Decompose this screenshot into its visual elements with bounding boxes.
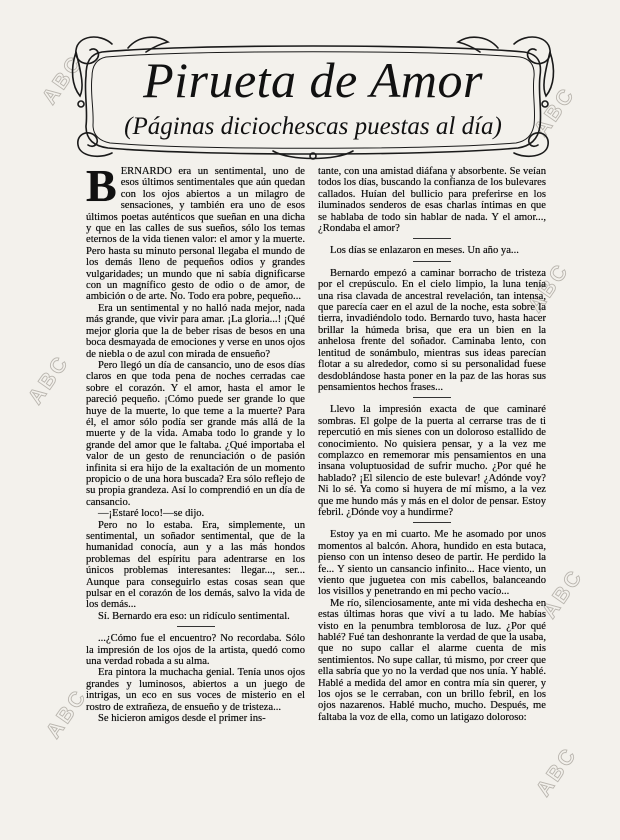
paragraph: ...¿Cómo fue el encuentro? No recordaba. Sólo la impresión de los ojos de la artista, quedó como una verdad robada a su alma. [86,633,305,668]
paragraph: Bernardo empezó a caminar borracho de tristeza por el crepúsculo. En el cielo limpio, la luna tenía una risa clavada de ancestral revelación, tan intensa, que parecía caer en el azul de la noche, esta sobre la tierra, invadiéndolo todo. Bernardo tuvo, hasta hacer brillar la húmeda brisa, que era un bien en la anhelosa frente del soñador. Caminaba lento, con lentitud de sonámbulo, mientras sus ideas parecían flotar a su alrededor, como si su personalidad fuese desdoblándose hasta poner en la paz de las horas sus pensamientos hechos frases... [318,267,546,393]
paragraph: —¡Estaré loco!—se dijo. [98,508,205,520]
paragraph: Estoy ya en mi cuarto. Me he asomado por unos momentos al balcón. Ahora, hundido en esta butaca, pienso con un intenso deseo de partir. He perdido la fe... Y siento un cansancio infinito... Hace viento, un viento que juguetea con mis cabellos, balanceando los visillos y penetrando en mi pecho vacío... [318,529,546,598]
paragraph: Los días se enlazaron en meses. Un año ya... [330,245,519,257]
watermark: ABC [531,742,582,801]
text-column-right [318,166,546,834]
watermark: ABC [37,50,88,109]
watermark: ABC [529,82,580,141]
section-separator [177,626,215,627]
paragraph [86,166,305,303]
paragraph: Llevo la impresión exacta de que caminaré sombras. El golpe de la puerta al cerrarse tras de ti repercutió en mis sienes con un doloroso estallido de conocimiento. No quisiera pensar, y a la vez me complazco en rememorar mis pensamientos en una insana voluptuosidad de sufrir mucho. ¿Por qué he hablado? ¡El silencio de este bulevar! ¿Adónde voy? Ni lo sé. Ya como si huyera de mí mismo, a la vez que me hundo más y más en el dolor de pensar. Estoy febril. ¿Dónde voy a hundirme? [318,404,546,518]
paragraph: Era pintora la muchacha genial. Tenía unos ojos grandes y luminosos, abiertos a un juego de intrigas, un eco en sus voces de misterio en el rostro de extrañeza, de ensueño y de tristeza... [86,667,305,713]
watermark: ABC [537,564,588,623]
article-subtitle: (Páginas diciochescas puestas al día) [124,113,502,140]
section-separator [413,522,451,523]
paragraph: tante, con una amistad diáfana y absorbente. Se veían todos los días, buscando la confianza de los bulevares callados. Huían del bullicio para preferirse en los iluminados senderos de esas charlas íntimas en que se hablaba de todo sin hablar de nada. Y el amor..., ¿Rondaba el amor? [318,166,546,235]
paragraph: Se hicieron amigos desde el primer ins- [98,713,266,725]
paragraph: Era un sentimental y no halló nada mejor, nada más grande, que vivir para amar. ¡La gloria...! ¡Qué mejor gloria que la de beber risas de besos en una boca desmayada de emociones y verse en unos ojos de niebla o de azul con mirada de ensueño? [86,302,305,360]
watermark: ABC [41,684,92,743]
section-separator [413,238,451,239]
watermark: ABC [523,258,574,317]
paragraph: Me río, silenciosamente, ante mi vida deshecha en estas últimas horas que viví a tu lado. Me habías visto en la penumbra temblorosa de luz. ¿Por qué hablé? Fué tan deshonrante la verdad de que la usaba, que no supo callar el alarme cuenta de mis sentimientos. No supe callar, tú mismo, por creer que ella sabría que yo no la verdad que nos unía. Y hablé. Hablé a medida del amor en contra mía sin querer, y los ojos se le cerraban, con un brillo febril, en los ojos nazarenos. Hablé mucho, mucho. Después, me faltaba la voz de ella, como un latigazo doloroso: [318,597,546,723]
text-column-left [86,166,305,834]
paragraph: Pero no lo estaba. Era, simplemente, un sentimental, un soñador sentimental, que de la humanidad conocía, aun y a las más hondos problemas del espíritu para adentrarse en los únicos problemas interesantes: llegar..., ser... Aunque para conseguirlo estas cosas sean que pulsar en el corazón de los demás, salvo la vida de los demás... [86,519,305,611]
drop-cap: B [86,166,117,211]
section-separator [413,261,451,262]
paragraph: Pero llegó un día de cansancio, uno de esos días claros en que toda pena de noches cerradas cae sobre el corazón. Y el amor, hasta el amor le pareció pequeño. ¡Cómo puede ser grande lo que huye de la muerte, lo que teme a la muerte? Para él, el amor sólo podía ser grande más allá de la muerte y de la vida. Amaba todo lo grande y lo grande del amor que le faltaba. ¿Qué importaba el valor de un gesto de renunciación o de pasión infinita si era hijo de la exaltación de un momento propicio o de una hora buscada? Era sólo reflejo de su propia grandeza. Así lo comprendió en un día de cansancio. [86,359,305,508]
section-separator [413,397,451,398]
paragraph: Sí. Bernardo era eso: un ridículo sentimental. [98,610,290,622]
paragraph-text: ERNARDO era un sentimental, uno de esos últimos sentimentales que aún quedan con los ojos abiertos a un milagro de sensaciones, y también era uno de esos últimos poetas auténticos que sueñan en una dicha y que en las calles de sus sueños, sólo los temas eternos de la vida tienen valor: el amor y la muerte. Pero hasta su minuto personal llegaba el mundo de los demás lleno de pequeños odios y grandes vulgaridades; un mundo que ni sabía dignificarse con un magnífico gesto de odio o de amor, de ambición o de arte. No. Todo era pobre, pequeño... [86,166,305,303]
watermark: ABC [23,350,74,409]
article-title: Pirueta de Amor [143,52,483,108]
